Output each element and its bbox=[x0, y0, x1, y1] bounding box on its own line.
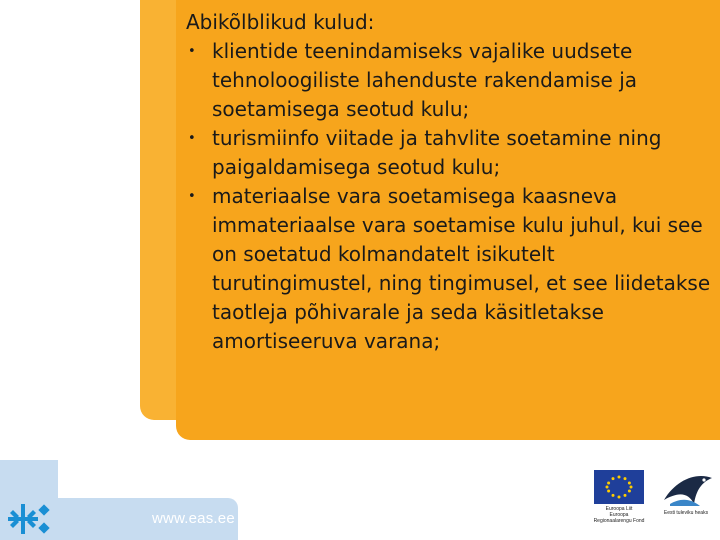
bullet-dot-icon: • bbox=[188, 131, 196, 146]
bullet-dot-icon: • bbox=[188, 189, 196, 204]
eu-caption-line: Euroopa Liit bbox=[605, 506, 633, 512]
eu-caption-line: Euroopa bbox=[609, 512, 629, 518]
eas-snowflake-logo-icon bbox=[0, 498, 58, 540]
slide-heading: Abikõlblikud kulud: bbox=[186, 10, 375, 34]
eu-caption bbox=[592, 506, 646, 524]
estonia-logo bbox=[656, 470, 716, 530]
bullet-dot-icon: • bbox=[188, 44, 196, 59]
bullet-text: klientide teenindamiseks vajalike uudsete tehnoloogiliste lahenduste rakendamise ja soetamisega seotud kulu; bbox=[212, 39, 638, 121]
bullet-item bbox=[186, 124, 714, 182]
bullet-item bbox=[186, 182, 714, 356]
website-link[interactable]: www.eas.ee bbox=[152, 510, 235, 527]
estonia-swallow-logo-icon bbox=[656, 470, 716, 510]
eu-caption-line: Regionaalarengu Fond bbox=[593, 518, 645, 524]
slide-content bbox=[186, 8, 714, 356]
estonia-caption: Eesti tuleviku heaks bbox=[663, 510, 709, 516]
bullet-text: turismiinfo viitade ja tahvlite soetamine ning paigaldamisega seotud kulu; bbox=[212, 126, 662, 179]
bullet-list bbox=[186, 37, 714, 356]
eu-logo bbox=[592, 470, 646, 530]
bullet-item bbox=[186, 37, 714, 124]
bullet-text: materiaalse vara soetamisega kaasneva immateriaalse vara soetamise kulu juhul, kui see on soetatud kolmandatelt isikutelt turutingimustel, ning tingimusel, et see liidetakse taotleja põhivarale ja seda käsitletakse amortiseeruva varana; bbox=[212, 184, 711, 353]
eu-flag-icon bbox=[594, 470, 644, 504]
